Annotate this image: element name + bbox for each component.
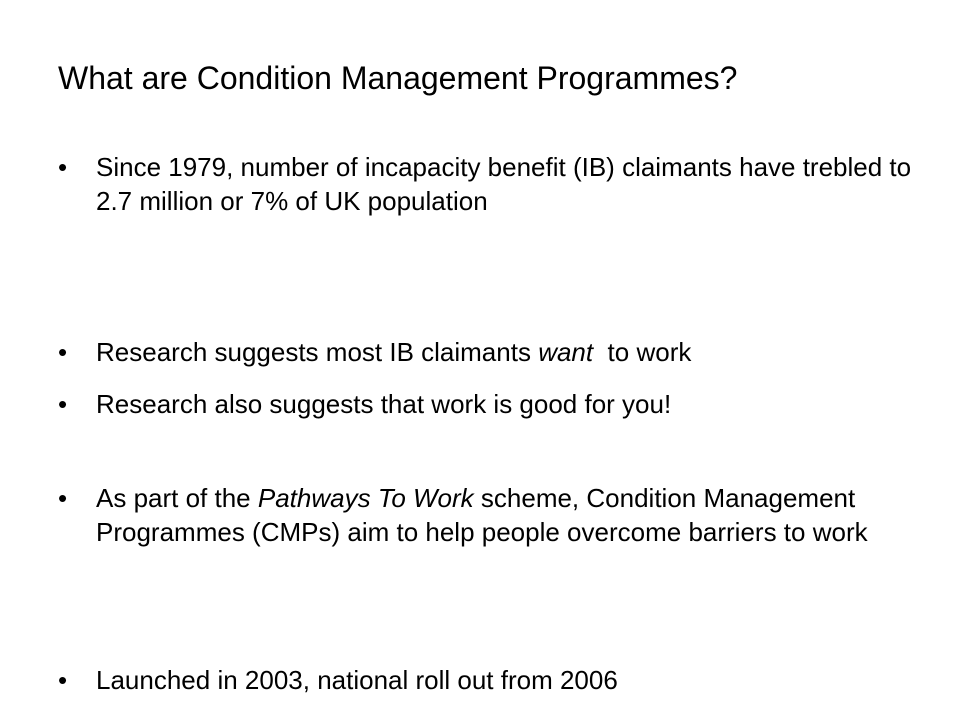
bullet-text-before: Research suggests most IB claimants	[96, 337, 539, 367]
bullet-text: Since 1979, number of incapacity benefit (IB) claimants have trebled to 2.7 million or 7% of UK population	[96, 152, 912, 216]
bullet-text	[96, 481, 918, 549]
slide-title: What are Condition Management Programmes?	[58, 60, 738, 96]
bullet-text: Launched in 2003, national roll out from 2006	[96, 665, 618, 695]
bullet-text-after: to work	[593, 337, 692, 367]
bullet-text: Research also suggests that work is good for you!	[96, 389, 672, 419]
bullet-item-work-is-good	[58, 387, 918, 421]
bullet-icon: •	[58, 389, 68, 419]
bullet-text-before: As part of the	[96, 483, 258, 513]
bullet-icon: •	[58, 483, 68, 513]
bullet-item-launch-date	[58, 663, 918, 697]
bullet-text-emphasis: Pathways To Work	[257, 483, 474, 513]
bullet-icon: •	[58, 665, 68, 695]
bullet-text-emphasis: want	[538, 337, 594, 367]
bullet-icon: •	[58, 337, 68, 367]
bullet-item-want-to-work	[58, 335, 918, 369]
bullet-icon: •	[58, 152, 68, 182]
bullet-text	[96, 335, 918, 369]
bullet-text-after: scheme, Condition Management Programmes (CMPs) aim to help people overcome barriers to work	[96, 483, 868, 547]
bullet-item-pathways-to-work	[58, 481, 918, 549]
bullet-item-ib-claimants	[58, 150, 918, 218]
